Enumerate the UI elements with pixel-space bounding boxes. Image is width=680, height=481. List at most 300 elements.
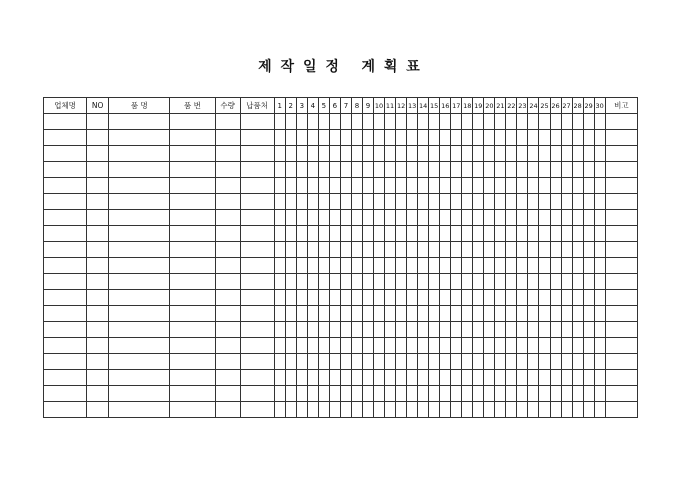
table-cell[interactable] [307, 258, 318, 274]
table-cell[interactable] [274, 258, 285, 274]
table-cell[interactable] [87, 242, 109, 258]
table-cell[interactable] [285, 370, 296, 386]
table-cell[interactable] [407, 322, 418, 338]
table-cell[interactable] [170, 354, 215, 370]
table-cell[interactable] [109, 114, 170, 130]
table-cell[interactable] [296, 322, 307, 338]
table-cell[interactable] [539, 386, 550, 402]
table-cell[interactable] [396, 162, 407, 178]
table-cell[interactable] [362, 402, 373, 418]
table-cell[interactable] [87, 306, 109, 322]
table-cell[interactable] [594, 402, 605, 418]
table-cell[interactable] [329, 130, 340, 146]
table-cell[interactable] [374, 322, 385, 338]
table-cell[interactable] [351, 194, 362, 210]
table-cell[interactable] [561, 258, 572, 274]
table-cell[interactable] [307, 386, 318, 402]
table-cell[interactable] [44, 322, 87, 338]
table-cell[interactable] [307, 370, 318, 386]
table-cell[interactable] [351, 114, 362, 130]
table-cell[interactable] [274, 338, 285, 354]
table-cell[interactable] [407, 178, 418, 194]
table-cell[interactable] [215, 210, 240, 226]
table-cell[interactable] [462, 290, 473, 306]
table-cell[interactable] [374, 338, 385, 354]
table-cell[interactable] [495, 322, 506, 338]
table-cell[interactable] [396, 290, 407, 306]
table-cell[interactable] [429, 210, 440, 226]
table-cell[interactable] [396, 114, 407, 130]
table-cell[interactable] [550, 146, 561, 162]
table-cell[interactable] [170, 306, 215, 322]
table-cell[interactable] [517, 354, 528, 370]
table-cell[interactable] [506, 386, 517, 402]
table-cell[interactable] [462, 194, 473, 210]
table-cell[interactable] [351, 322, 362, 338]
table-cell[interactable] [594, 370, 605, 386]
table-cell[interactable] [340, 258, 351, 274]
table-cell[interactable] [385, 338, 396, 354]
table-cell[interactable] [517, 226, 528, 242]
table-cell[interactable] [451, 338, 462, 354]
table-cell[interactable] [407, 162, 418, 178]
table-cell[interactable] [506, 242, 517, 258]
table-cell[interactable] [484, 402, 495, 418]
table-cell[interactable] [240, 210, 274, 226]
table-cell[interactable] [385, 370, 396, 386]
table-cell[interactable] [583, 386, 594, 402]
table-cell[interactable] [462, 130, 473, 146]
table-cell[interactable] [374, 146, 385, 162]
table-cell[interactable] [362, 242, 373, 258]
table-cell[interactable] [329, 322, 340, 338]
table-cell[interactable] [528, 258, 539, 274]
table-cell[interactable] [539, 322, 550, 338]
table-cell[interactable] [318, 114, 329, 130]
table-cell[interactable] [572, 258, 583, 274]
table-cell[interactable] [307, 130, 318, 146]
table-cell[interactable] [396, 258, 407, 274]
table-cell[interactable] [318, 306, 329, 322]
table-cell[interactable] [451, 194, 462, 210]
table-cell[interactable] [351, 210, 362, 226]
table-cell[interactable] [240, 338, 274, 354]
table-cell[interactable] [495, 274, 506, 290]
table-cell[interactable] [296, 130, 307, 146]
table-cell[interactable] [495, 226, 506, 242]
table-cell[interactable] [429, 402, 440, 418]
table-cell[interactable] [473, 146, 484, 162]
table-cell[interactable] [285, 194, 296, 210]
table-cell[interactable] [296, 338, 307, 354]
table-cell[interactable] [329, 194, 340, 210]
table-cell[interactable] [351, 146, 362, 162]
table-cell[interactable] [517, 178, 528, 194]
table-cell[interactable] [170, 178, 215, 194]
table-cell[interactable] [583, 194, 594, 210]
table-cell[interactable] [285, 322, 296, 338]
table-cell[interactable] [385, 226, 396, 242]
table-cell[interactable] [605, 162, 637, 178]
table-cell[interactable] [473, 162, 484, 178]
table-cell[interactable] [351, 242, 362, 258]
table-cell[interactable] [215, 322, 240, 338]
table-cell[interactable] [296, 194, 307, 210]
table-cell[interactable] [296, 306, 307, 322]
table-cell[interactable] [462, 370, 473, 386]
table-cell[interactable] [170, 386, 215, 402]
table-cell[interactable] [517, 402, 528, 418]
table-cell[interactable] [374, 130, 385, 146]
table-cell[interactable] [215, 130, 240, 146]
table-cell[interactable] [473, 258, 484, 274]
table-cell[interactable] [374, 354, 385, 370]
table-cell[interactable] [385, 290, 396, 306]
table-cell[interactable] [583, 242, 594, 258]
table-cell[interactable] [539, 306, 550, 322]
table-cell[interactable] [561, 130, 572, 146]
table-cell[interactable] [506, 258, 517, 274]
table-cell[interactable] [583, 402, 594, 418]
table-cell[interactable] [495, 178, 506, 194]
table-cell[interactable] [440, 370, 451, 386]
table-cell[interactable] [451, 178, 462, 194]
table-cell[interactable] [109, 274, 170, 290]
table-cell[interactable] [407, 242, 418, 258]
table-cell[interactable] [396, 194, 407, 210]
table-cell[interactable] [340, 322, 351, 338]
table-cell[interactable] [351, 386, 362, 402]
table-cell[interactable] [462, 322, 473, 338]
table-cell[interactable] [285, 258, 296, 274]
table-cell[interactable] [274, 370, 285, 386]
table-cell[interactable] [594, 386, 605, 402]
table-cell[interactable] [594, 306, 605, 322]
table-cell[interactable] [44, 194, 87, 210]
table-cell[interactable] [528, 402, 539, 418]
table-cell[interactable] [109, 194, 170, 210]
table-cell[interactable] [572, 274, 583, 290]
table-cell[interactable] [44, 146, 87, 162]
table-cell[interactable] [215, 402, 240, 418]
table-cell[interactable] [274, 274, 285, 290]
table-cell[interactable] [440, 290, 451, 306]
table-cell[interactable] [418, 146, 429, 162]
table-cell[interactable] [550, 130, 561, 146]
table-cell[interactable] [418, 130, 429, 146]
table-cell[interactable] [396, 322, 407, 338]
table-cell[interactable] [170, 258, 215, 274]
table-cell[interactable] [109, 242, 170, 258]
table-cell[interactable] [318, 290, 329, 306]
table-cell[interactable] [583, 130, 594, 146]
table-cell[interactable] [274, 354, 285, 370]
table-cell[interactable] [462, 274, 473, 290]
table-cell[interactable] [550, 162, 561, 178]
table-cell[interactable] [44, 130, 87, 146]
table-cell[interactable] [517, 274, 528, 290]
table-cell[interactable] [285, 338, 296, 354]
table-cell[interactable] [215, 162, 240, 178]
table-cell[interactable] [495, 386, 506, 402]
table-cell[interactable] [307, 290, 318, 306]
table-cell[interactable] [594, 242, 605, 258]
table-cell[interactable] [440, 242, 451, 258]
table-cell[interactable] [528, 354, 539, 370]
table-cell[interactable] [374, 274, 385, 290]
table-cell[interactable] [517, 386, 528, 402]
table-cell[interactable] [506, 370, 517, 386]
table-cell[interactable] [429, 386, 440, 402]
table-cell[interactable] [605, 178, 637, 194]
table-cell[interactable] [329, 338, 340, 354]
table-cell[interactable] [528, 162, 539, 178]
table-cell[interactable] [296, 354, 307, 370]
table-cell[interactable] [396, 226, 407, 242]
table-cell[interactable] [572, 162, 583, 178]
table-cell[interactable] [318, 258, 329, 274]
table-cell[interactable] [351, 306, 362, 322]
table-cell[interactable] [418, 226, 429, 242]
table-cell[interactable] [539, 242, 550, 258]
table-cell[interactable] [440, 226, 451, 242]
table-cell[interactable] [462, 402, 473, 418]
table-cell[interactable] [215, 386, 240, 402]
table-cell[interactable] [418, 210, 429, 226]
table-cell[interactable] [429, 306, 440, 322]
table-cell[interactable] [274, 242, 285, 258]
table-cell[interactable] [318, 402, 329, 418]
table-cell[interactable] [407, 290, 418, 306]
table-cell[interactable] [274, 226, 285, 242]
table-cell[interactable] [572, 210, 583, 226]
table-cell[interactable] [528, 322, 539, 338]
table-cell[interactable] [561, 386, 572, 402]
table-cell[interactable] [572, 306, 583, 322]
table-cell[interactable] [307, 178, 318, 194]
table-cell[interactable] [396, 210, 407, 226]
table-cell[interactable] [506, 162, 517, 178]
table-cell[interactable] [296, 290, 307, 306]
table-cell[interactable] [285, 306, 296, 322]
table-cell[interactable] [506, 178, 517, 194]
table-cell[interactable] [407, 354, 418, 370]
table-cell[interactable] [528, 226, 539, 242]
table-cell[interactable] [473, 306, 484, 322]
table-cell[interactable] [429, 226, 440, 242]
table-cell[interactable] [484, 290, 495, 306]
table-cell[interactable] [109, 162, 170, 178]
table-cell[interactable] [274, 210, 285, 226]
table-cell[interactable] [44, 386, 87, 402]
table-cell[interactable] [240, 114, 274, 130]
table-cell[interactable] [418, 114, 429, 130]
table-cell[interactable] [274, 178, 285, 194]
table-cell[interactable] [583, 338, 594, 354]
table-cell[interactable] [374, 194, 385, 210]
table-cell[interactable] [517, 146, 528, 162]
table-cell[interactable] [109, 354, 170, 370]
table-cell[interactable] [418, 402, 429, 418]
table-cell[interactable] [318, 242, 329, 258]
table-cell[interactable] [473, 338, 484, 354]
table-cell[interactable] [396, 306, 407, 322]
table-cell[interactable] [539, 194, 550, 210]
table-cell[interactable] [539, 226, 550, 242]
table-cell[interactable] [374, 114, 385, 130]
table-cell[interactable] [583, 354, 594, 370]
table-cell[interactable] [462, 210, 473, 226]
table-cell[interactable] [484, 146, 495, 162]
table-cell[interactable] [517, 162, 528, 178]
table-cell[interactable] [418, 370, 429, 386]
table-cell[interactable] [528, 338, 539, 354]
table-cell[interactable] [340, 354, 351, 370]
table-cell[interactable] [215, 114, 240, 130]
table-cell[interactable] [473, 322, 484, 338]
table-cell[interactable] [340, 370, 351, 386]
table-cell[interactable] [307, 402, 318, 418]
table-cell[interactable] [340, 226, 351, 242]
table-cell[interactable] [506, 226, 517, 242]
table-cell[interactable] [517, 258, 528, 274]
table-cell[interactable] [296, 146, 307, 162]
table-cell[interactable] [528, 146, 539, 162]
table-cell[interactable] [440, 146, 451, 162]
table-cell[interactable] [362, 258, 373, 274]
table-cell[interactable] [240, 306, 274, 322]
table-cell[interactable] [572, 114, 583, 130]
table-cell[interactable] [418, 178, 429, 194]
table-cell[interactable] [396, 130, 407, 146]
table-cell[interactable] [285, 386, 296, 402]
table-cell[interactable] [572, 130, 583, 146]
table-cell[interactable] [539, 178, 550, 194]
table-cell[interactable] [329, 402, 340, 418]
table-cell[interactable] [583, 258, 594, 274]
table-cell[interactable] [550, 386, 561, 402]
table-cell[interactable] [385, 114, 396, 130]
table-cell[interactable] [318, 370, 329, 386]
table-cell[interactable] [550, 114, 561, 130]
table-cell[interactable] [240, 178, 274, 194]
table-cell[interactable] [385, 242, 396, 258]
table-cell[interactable] [440, 402, 451, 418]
table-cell[interactable] [418, 338, 429, 354]
table-cell[interactable] [296, 370, 307, 386]
table-cell[interactable] [539, 114, 550, 130]
table-cell[interactable] [240, 290, 274, 306]
table-cell[interactable] [484, 306, 495, 322]
table-cell[interactable] [495, 306, 506, 322]
table-cell[interactable] [429, 242, 440, 258]
table-cell[interactable] [473, 114, 484, 130]
table-cell[interactable] [362, 178, 373, 194]
table-cell[interactable] [605, 402, 637, 418]
table-cell[interactable] [451, 226, 462, 242]
table-cell[interactable] [484, 386, 495, 402]
table-cell[interactable] [240, 274, 274, 290]
table-cell[interactable] [572, 354, 583, 370]
table-cell[interactable] [87, 274, 109, 290]
table-cell[interactable] [495, 242, 506, 258]
table-cell[interactable] [495, 146, 506, 162]
table-cell[interactable] [215, 258, 240, 274]
table-cell[interactable] [318, 338, 329, 354]
table-cell[interactable] [605, 290, 637, 306]
table-cell[interactable] [396, 402, 407, 418]
table-cell[interactable] [340, 146, 351, 162]
table-cell[interactable] [87, 338, 109, 354]
table-cell[interactable] [307, 274, 318, 290]
table-cell[interactable] [285, 290, 296, 306]
table-cell[interactable] [440, 322, 451, 338]
table-cell[interactable] [429, 162, 440, 178]
table-cell[interactable] [318, 146, 329, 162]
table-cell[interactable] [605, 242, 637, 258]
table-cell[interactable] [407, 210, 418, 226]
table-cell[interactable] [109, 146, 170, 162]
table-cell[interactable] [440, 178, 451, 194]
table-cell[interactable] [351, 338, 362, 354]
table-cell[interactable] [374, 402, 385, 418]
table-cell[interactable] [109, 226, 170, 242]
table-cell[interactable] [594, 290, 605, 306]
table-cell[interactable] [340, 114, 351, 130]
table-cell[interactable] [440, 306, 451, 322]
table-cell[interactable] [215, 370, 240, 386]
table-cell[interactable] [307, 322, 318, 338]
table-cell[interactable] [362, 146, 373, 162]
table-cell[interactable] [274, 114, 285, 130]
table-cell[interactable] [329, 370, 340, 386]
table-cell[interactable] [506, 146, 517, 162]
table-cell[interactable] [594, 194, 605, 210]
table-cell[interactable] [506, 338, 517, 354]
table-cell[interactable] [362, 274, 373, 290]
table-cell[interactable] [374, 178, 385, 194]
table-cell[interactable] [274, 306, 285, 322]
table-cell[interactable] [506, 114, 517, 130]
table-cell[interactable] [407, 306, 418, 322]
table-cell[interactable] [109, 130, 170, 146]
table-cell[interactable] [594, 354, 605, 370]
table-cell[interactable] [517, 194, 528, 210]
table-cell[interactable] [517, 370, 528, 386]
table-cell[interactable] [495, 130, 506, 146]
table-cell[interactable] [539, 274, 550, 290]
table-cell[interactable] [572, 146, 583, 162]
table-cell[interactable] [484, 242, 495, 258]
table-cell[interactable] [362, 114, 373, 130]
table-cell[interactable] [351, 290, 362, 306]
table-cell[interactable] [362, 162, 373, 178]
table-cell[interactable] [451, 354, 462, 370]
table-cell[interactable] [318, 130, 329, 146]
table-cell[interactable] [583, 274, 594, 290]
table-cell[interactable] [170, 226, 215, 242]
table-cell[interactable] [170, 194, 215, 210]
table-cell[interactable] [451, 162, 462, 178]
table-cell[interactable] [318, 162, 329, 178]
table-cell[interactable] [215, 354, 240, 370]
table-cell[interactable] [318, 226, 329, 242]
table-cell[interactable] [351, 178, 362, 194]
table-cell[interactable] [374, 162, 385, 178]
table-cell[interactable] [418, 242, 429, 258]
table-cell[interactable] [351, 162, 362, 178]
table-cell[interactable] [385, 194, 396, 210]
